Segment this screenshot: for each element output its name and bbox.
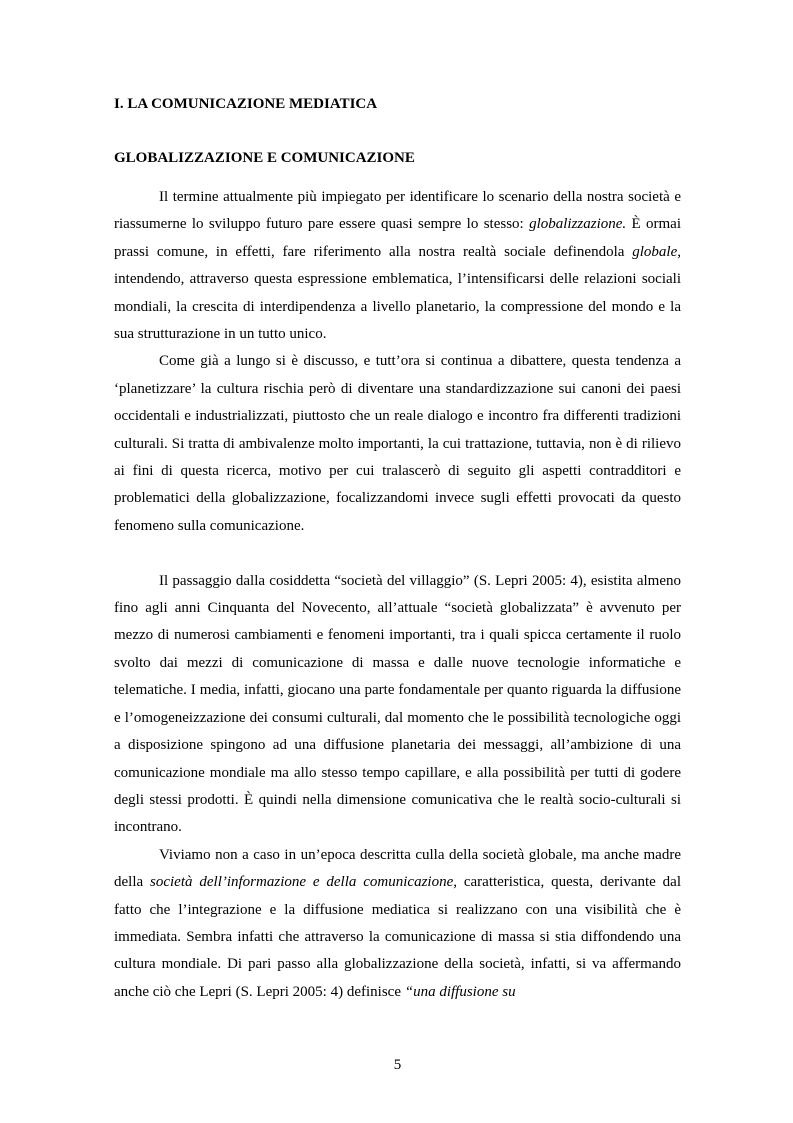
paragraph [114, 568, 681, 842]
text-segment: È ormai prassi comune, in effetti, fare riferimento alla nostra realtà sociale definendola [114, 216, 682, 260]
text-segment: caratteristica, questa, derivante dal fatto che l’integrazione e la diffusione mediatica si realizzano con una visibilità che è immediata. Sembra infatti che attraverso la comunicazione di massa si stia diffondendo una cultura mondiale. Di pari passo alla globalizzazione della società, infatti, si va affermando anche ciò che Lepri (S. Lepri 2005: 4) definisce [114, 874, 681, 1000]
text-segment: intendendo, attraverso questa espressione emblematica, l’intensificarsi delle relazioni sociali mondiali, la crescita di interdipendenza a livello planetario, la compressione del mondo e la sua strutturazione in un tutto unico. [114, 271, 681, 343]
text-segment: Il passaggio dalla cosiddetta “società del villaggio” (S. Lepri 2005: 4), esistita almeno fino agli anni Cinquanta del Novecento, all’attuale “società globalizzata” è avvenuto per mezzo di numerosi cambiamenti e fenomeni importanti, tra i quali spicca certamente il ruolo svolto dai mezzi di comunicazione di massa e dalle nuove tecnologie informatiche e telematiche. I media, infatti, giocano una parte fondamentale per quanto riguarda la diffusione e l’omogeneizzazione dei consumi culturali, dal momento che le possibilità tecnologiche oggi a disposizione spingono ad una diffusione planetaria dei messaggi, all’ambizione di una comunicazione mondiale ma allo stesso tempo capillare, e alla possibilità per tutti di godere degli stessi prodotti. È quindi nella dimensione comunicativa che le realtà socio-culturali si incontrano. [114, 572, 681, 836]
emphasis-segment: società dell’informazione e della comunicazione, [150, 874, 457, 891]
text-segment: Viviamo non a caso in un’epoca descritta culla della società globale, ma anche madre della [114, 846, 681, 891]
page-number: 5 [393, 1057, 402, 1073]
emphasis-segment: globale, [632, 243, 681, 260]
emphasis-segment: globalizzazione. [529, 216, 627, 233]
body-text [114, 184, 681, 1006]
paragraph [114, 348, 681, 540]
paragraph [114, 184, 681, 348]
text-segment: Come già a lungo si è discusso, e tutt’ora si continua a dibattere, questa tendenza a ‘planetizzare’ la cultura rischia però di diventare una standardizzazione sui canoni dei paesi occidentali e industrializzati, piuttosto che un reale dialogo e incontro fra differenti tradizioni culturali. Si tratta di ambivalenze molto importanti, la cui trattazione, tuttavia, non è di rilievo ai fini di questa ricerca, motivo per cui tralascerò di seguito gli aspetti contradditori e problematici della globalizzazione, focalizzandomi invece sugli effetti provocati da questo fenomeno sulla comunicazione. [114, 353, 681, 534]
emphasis-segment: “una diffusione su [404, 983, 516, 1000]
chapter-title: I. LA COMUNICAZIONE MEDIATICA [114, 96, 378, 112]
section-title: GLOBALIZZAZIONE E COMUNICAZIONE [114, 150, 415, 166]
paragraph [114, 842, 681, 1006]
text-segment: Il termine attualmente più impiegato per identificare lo scenario della nostra società e riassumerne lo sviluppo futuro pare essere quasi sempre lo stesso: [114, 189, 681, 233]
